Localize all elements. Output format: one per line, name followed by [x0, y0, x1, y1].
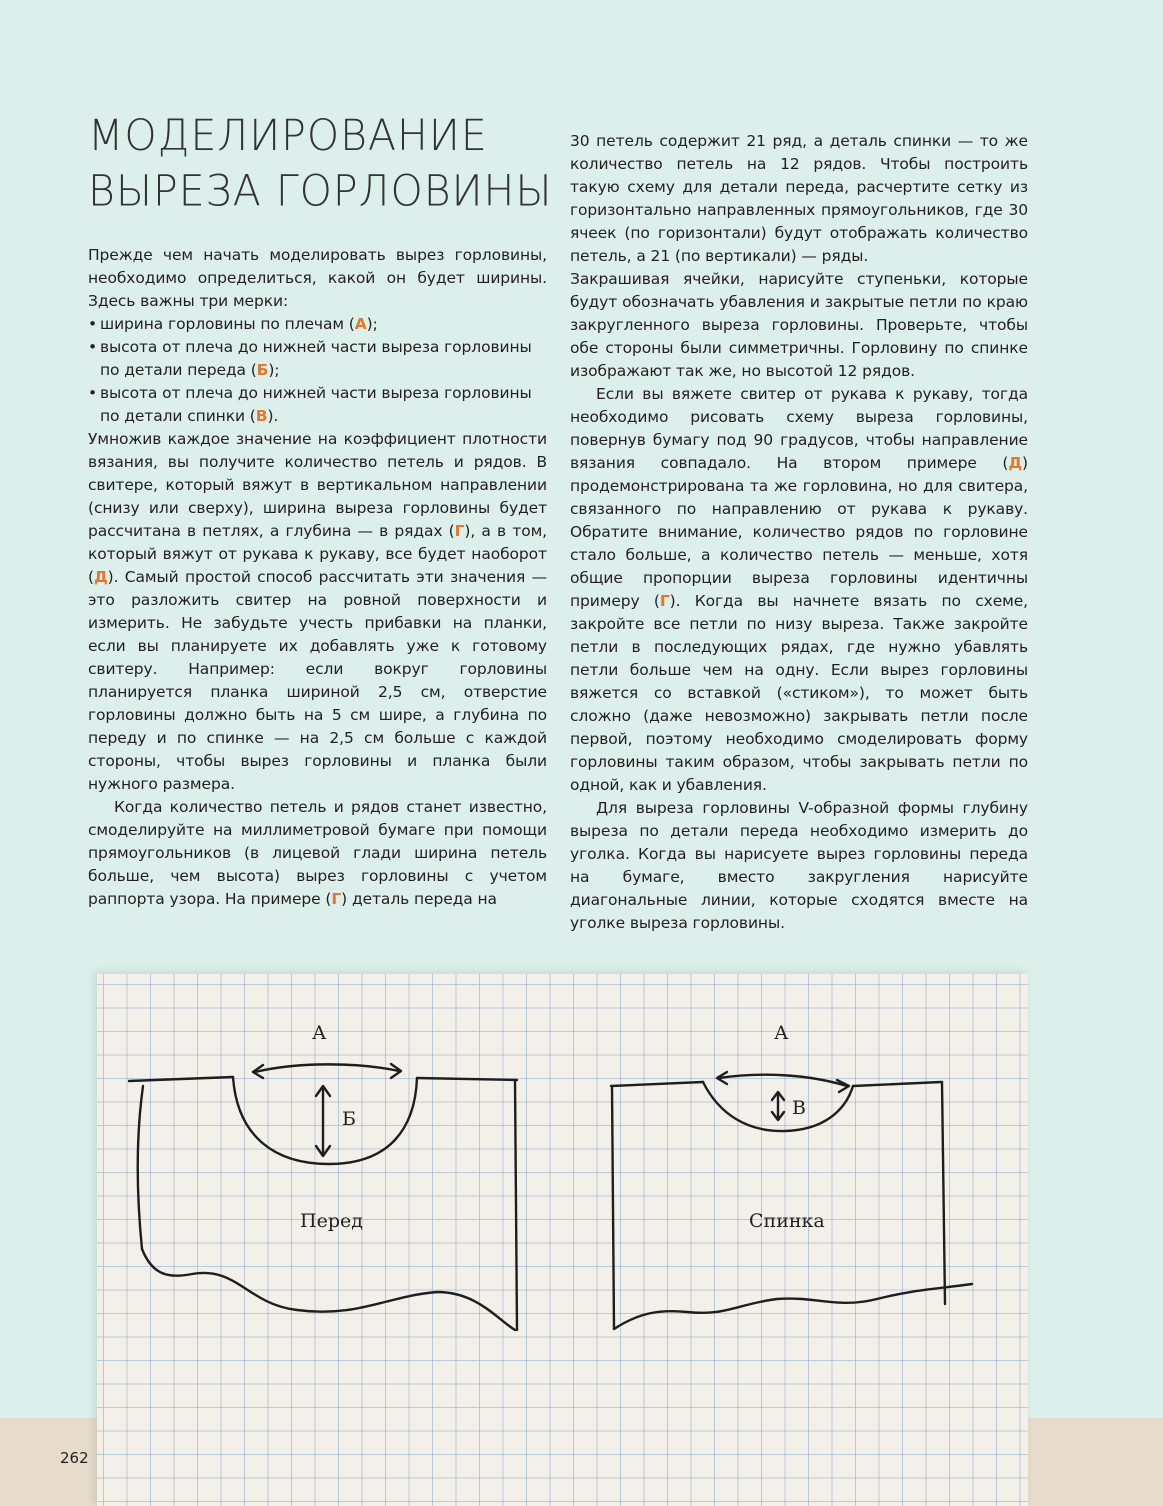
back-piece-outline: [611, 1082, 972, 1329]
bullet-icon: •: [88, 384, 98, 402]
body-paragraph: Умножив каждое значение на коэффициент плотности вязания, вы получите количество петель и рядов. В свитере, который вяжут в вертикальном направлении (снизу или сверху), ширина выреза горловины будет рассчитана в петлях, а глубина — в рядах (Г), а в том, который вяжут от рукава к рукаву, все будет наоборот (Д). Самый простой способ рассчитать эти значения — это разложить свитер на ровной поверхности и измерить. Не забудьте учесть прибавки на планки, если вы планируете их добавлять уже к готовому свитеру. Например: если вокруг горловины планируется планка шириной 2,5 см, отверстие горловины должно быть на 5 см шире, а глубина по переду и по спинке — на 2,5 см больше с каждой стороны, чтобы вырез горловины и планка были нужного размера.: [88, 430, 548, 793]
right-column: [570, 130, 1028, 935]
back-depth-arrow: [772, 1092, 784, 1120]
measurements-list: [88, 313, 547, 428]
title-line-2: ВЫРЕЗА ГОРЛОВИНЫ: [88, 165, 553, 217]
front-depth-label: Б: [342, 1108, 356, 1130]
body-paragraph: Если вы вяжете свитер от рукава к рукаву, тогда необходимо рисовать схему выреза горловины, повернув бумагу под 90 градусов, чтобы направление вязания совпадало. На втором примере (Д) продемонстрирована та же горловина, но для свитера, связанного по направлению от рукава к рукаву. Обратите внимание, количество рядов по горловине стало больше, а количество петель — меньше, хотя общие пропорции выреза горловины идентичны примеру (Г). Когда вы начнете вязать по схеме, закройте все петли по низу выреза. Также закройте петли в последующих рядах, где нужно убавлять петли больше чем на одну. Если вырез горловины вяжется со вставкой («стиком»), то может быть сложно (даже невозможно) закрывать петли после первой, поэтому необходимо смоделировать форму горловины таким образом, чтобы закрывать петли по одной, как и убавления.: [570, 385, 1028, 794]
page-title: [88, 108, 558, 219]
ref-v: В: [255, 407, 268, 425]
body-paragraph: Закрашивая ячейки, нарисуйте ступеньки, которые будут обозначать убавления и закрытые петли по краю закругленного выреза горловины. Проверьте, чтобы обе стороны были симметричны. Горловину по спинке изображают так же, но высотой 12 рядов.: [570, 270, 1028, 380]
page-number: 262: [60, 1449, 89, 1467]
body-paragraph: 30 петель содержит 21 ряд, а деталь спинки — то же количество петель на 12 рядов. Чтобы построить такую схему для детали переда, расчертите сетку из горизонтально направленных прямоугольников, где 30 ячеек (по горизонтали) будут отображать количество петель, а 21 (по вертикали) — ряды.: [570, 132, 1028, 265]
ref-b: Б: [256, 361, 269, 379]
body-paragraph: Для выреза горловины V-образной формы глубину выреза по детали переда необходимо измерить до уголка. Когда вы нарисуете вырез горловины переда на бумаге, вместо закругления нарисуйте диагональные линии, которые сходятся вместе на уголке выреза горловины.: [570, 799, 1028, 932]
body-paragraph: Когда количество петель и рядов станет известно, смоделируйте на миллиметровой бумаге при помощи прямоугольников (в лицевой глади ширина петель больше, чем высота) вырез горловины с учетом раппорта узора. На примере (Г) деталь переда на: [88, 798, 547, 908]
list-item: • ширина горловины по плечам (А);: [88, 313, 547, 336]
front-piece-label: Перед: [300, 1210, 363, 1232]
back-width-arrow: [717, 1072, 849, 1092]
title-line-1: МОДЕЛИРОВАНИЕ: [88, 110, 488, 161]
front-depth-arrow: [316, 1086, 330, 1156]
bullet-icon: •: [88, 315, 98, 333]
neckline-sketch: [97, 974, 1028, 1506]
back-depth-label: В: [792, 1097, 806, 1119]
front-width-arrow: [253, 1064, 401, 1078]
list-item: • высота от плеча до нижней части выреза горловины по детали переда (Б);: [88, 338, 532, 379]
intro-paragraph: Прежде чем начать моделировать вырез горловины, необходимо определиться, какой он будет ширины. Здесь важны три мерки:: [88, 246, 547, 310]
graph-paper-diagram: [97, 974, 1028, 1506]
back-piece-label: Спинка: [749, 1210, 825, 1232]
back-width-label: А: [774, 1022, 789, 1044]
bullet-icon: •: [88, 338, 98, 356]
front-width-label: А: [312, 1022, 327, 1044]
left-column: [88, 244, 547, 911]
ref-a: А: [354, 315, 367, 333]
list-item: • высота от плеча до нижней части выреза горловины по детали спинки (В).: [88, 384, 532, 425]
